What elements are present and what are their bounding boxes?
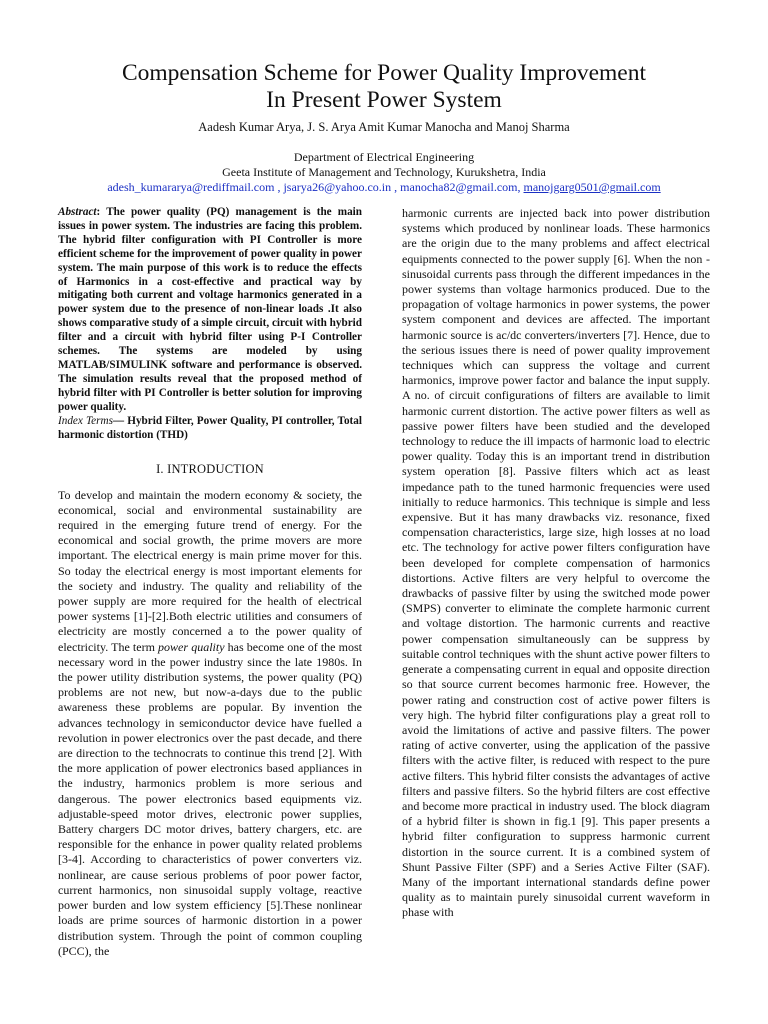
title-line-1: Compensation Scheme for Power Quality Improvement — [121, 60, 647, 86]
department: Department of Electrical Engineering — [293, 150, 475, 164]
email-list — [0, 180, 768, 195]
abstract-label: Abstract — [58, 206, 97, 218]
abstract-text: : The power quality (PQ) management is the main issues in power system. The industries are facing this problem. The hybrid filter configuration with PI Controller is more efficient scheme for the improvement of power quality in power system. The main purpose of this work is to reduce the effects of Harmonics in a cost-effective and practical way by mitigating both current and voltage harmonics generated in a power system due to the presence of non-linear loads .It also shows comparative study of a simple circuit, circuit with hybrid filter and a circuit with hybrid filter using P-I Controller schemes. The systems are modeled by using MATLAB/SIMULINK software and performance is observed. The simulation results reveal that the proposed method of hybrid filter with PI Controller is better solution for improving power quality. — [58, 206, 362, 413]
affiliation-block — [0, 150, 768, 195]
paper-title — [0, 60, 768, 114]
author-list — [0, 120, 768, 135]
email-link-1[interactable]: adesh_kumararya@rediffmail.com — [107, 180, 275, 194]
institute: Geeta Institute of Management and Technology, Kurukshetra, India — [222, 165, 546, 179]
introduction-text — [58, 488, 362, 959]
authors-and: and — [471, 120, 496, 134]
authors-main: Aadesh Kumar Arya, J. S. Arya Amit Kumar Manocha — [198, 120, 472, 134]
abstract — [58, 206, 362, 415]
email-link-3[interactable]: manocha82@gmail.com, — [400, 180, 521, 194]
left-column — [58, 206, 362, 959]
index-terms — [58, 415, 362, 443]
title-line-2: In Present Power System — [266, 87, 502, 113]
authors-last: Manoj Sharma — [495, 120, 570, 134]
index-terms-label: Index Terms — [58, 414, 113, 427]
intro-part-1: To develop and maintain the modern economy & society, the economical, social and environmental sustainability are required in the emerging future trend of energy. For the economical and social growth, the prime movers are more important. The electrical energy is main prime mover for this. So today the electrical energy is most important elements for the society and industry. The quality and reliability of the power supply are more required for the health of electrical power systems [1]-[2].Both electric utilities and consumers of electricity are mostly concerned a to the power quality of electricity. The term — [58, 487, 362, 654]
intro-part-2: has become one of the most necessary word in the power industry since the late 1980s. In the power utility distribution systems, the power quality (PQ) problems are not new, but now-a-days due to the public awareness these problems are popular. By invention the advances technology in semiconductor device have fuelled a revolution in power electronics over the past decade, and there are direction to the technocrats to continue this trend [2]. With the more application of power electronics based appliances in the industry, harmonics problem is more serious and dangerous. The power electronics based equipments viz. adjustable-speed motor drives, electronic power supplies, Battery chargers DC motor drives, battery chargers, etc. are responsible for the enhance in power quality related problems [3-4]. According to characteristics of power converters viz. nonlinear, are cause serious problems of poor power factor, current harmonics, non sinusoidal supply voltage, reactive power burden and low system efficiency [5].These nonlinear loads are prime sources of harmonic distortion in a power distribution system. Through the point of common coupling (PCC), the — [58, 639, 362, 958]
right-column-paragraph: harmonic currents are injected back into power distribution systems which produced by nonlinear loads. These harmonics are the origin due to the many problems and affect electrical equipments connected to the power supply [6]. When the non - sinusoidal currents pass through the different impedances in the power systems than voltage harmonics produced. Due to the propagation of voltage harmonics in power systems, the power system component and devices are affected. The important harmonic source is ac/dc converters/inverters [7]. Hence, due to the serious issues there is need of power quality improvement techniques which can suppress the voltage and current harmonics, improve power factor and balance the input supply. A no. of circuit configurations of filters are available to limit harmonic current distortion. The active power filters as well as passive power filters have been studied and the developed technology to reduce the ill impacts of harmonic load to electric power quality. Today this is an important trend in distribution system operation [8]. Passive filters which act as least impedance path to the tuned harmonic frequencies were used initially to reduce harmonics. This technique is simple and less expensive. But it has many drawbacks viz. resonance, fixed compensation characteristics, large size, high losses at no load etc. The technology for active power filters configuration have been developed for complete compensation of harmonics distortions. Active filters are very helpful to overcome the drawbacks of passive filter by using the switched mode power (SMPS) converter to eliminate the complete harmonic current and voltage distortion. The harmonic currents and reactive power compensation simultaneously can be suppress by suitable control techniques with the shunt active power filters to generate a compensating current in equal and opposite direction so that source current becomes harmonic free. However, the power rating and construction cost of active power filters is very high. The hybrid filter configurations play a great roll to avoid the limitations of active and passive filters. The power rating of active converter, using the application of the passive filters with the active filter, is reduced with respect to the pure active filters. This hybrid filter consists the advantages of active filters and passive filters. So the hybrid filters are cost effective and become more practical in industry used. The block diagram of a hybrid filter is shown in fig.1 [9]. This paper presents a hybrid filter configuration to suppress harmonic current distortion in the source current. It is a combined system of Shunt Passive Filter (SPF) and a Series Active Filter (SAF). Many of the important international standards define power quality as to maintain purely sinusoidal current waveform in phase with — [402, 206, 710, 920]
right-column-text — [402, 206, 710, 921]
email-link-4[interactable]: manojgarg0501@gmail.com — [523, 180, 661, 194]
right-column — [402, 206, 710, 921]
section-heading-introduction: I. INTRODUCTION — [156, 462, 264, 477]
email-separator: , — [391, 180, 401, 194]
introduction-paragraph — [58, 488, 362, 959]
index-terms-text: — Hybrid Filter, Power Quality, PI controller, Total harmonic distortion (THD) — [58, 414, 362, 441]
email-link-2[interactable]: jsarya26@yahoo.co.in — [283, 180, 392, 194]
intro-italic-term: power quality — [158, 639, 225, 654]
email-separator: , — [274, 180, 284, 194]
